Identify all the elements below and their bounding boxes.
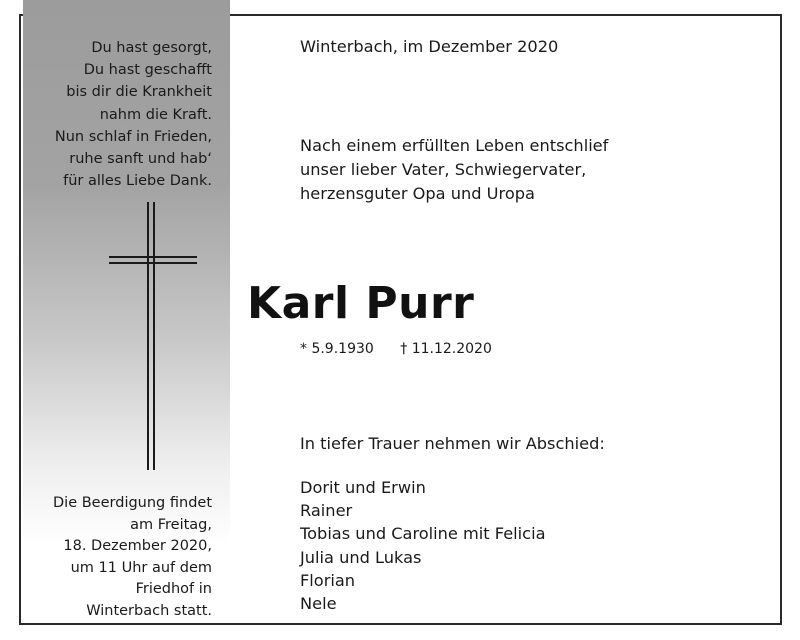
funeral-line: Friedhof in xyxy=(135,581,212,598)
place-date: Winterbach, im Dezember 2020 xyxy=(300,37,559,56)
intro-text xyxy=(300,134,608,206)
funeral-line: 18. Dezember 2020, xyxy=(63,538,212,555)
mourner: Tobias und Caroline mit Felicia xyxy=(300,524,546,544)
verse-line: nahm die Kraft. xyxy=(99,106,212,123)
verse-line: bis dir die Krankheit xyxy=(66,84,212,101)
funeral-line: Winterbach statt. xyxy=(86,602,212,619)
verse-line: für alles Liebe Dank. xyxy=(63,173,212,190)
death-date: † 11.12.2020 xyxy=(400,341,492,357)
verse-line: Du hast gesorgt, xyxy=(91,40,212,56)
verse-line: ruhe sanft und hab‘ xyxy=(69,151,212,168)
funeral-info xyxy=(12,493,212,623)
intro-line: Nach einem erfüllten Leben entschlief xyxy=(300,136,609,155)
mourner: Dorit und Erwin xyxy=(300,478,426,497)
birth-date: * 5.9.1930 xyxy=(300,341,374,357)
funeral-line: um 11 Uhr auf dem xyxy=(70,559,212,576)
intro-line: herzensguter Opa und Uropa xyxy=(300,184,535,203)
funeral-line: Die Beerdigung findet xyxy=(53,495,212,511)
cross-icon xyxy=(109,200,199,472)
mourner: Nele xyxy=(300,594,337,614)
verse-line: Nun schlaf in Frieden, xyxy=(54,128,212,145)
memorial-verse xyxy=(22,37,212,192)
funeral-line: am Freitag, xyxy=(130,516,212,533)
intro-line: unser lieber Vater, Schwiegervater, xyxy=(300,160,587,179)
mourner: Rainer xyxy=(300,501,353,521)
sidebar xyxy=(23,0,230,619)
deceased-name: Karl Purr xyxy=(247,278,475,329)
life-dates xyxy=(300,341,514,357)
farewell-line: In tiefer Trauer nehmen wir Abschied: xyxy=(300,434,605,453)
mourner: Florian xyxy=(300,570,356,590)
mourners-list xyxy=(300,476,546,615)
mourner: Julia und Lukas xyxy=(300,547,422,567)
verse-line: Du hast geschafft xyxy=(83,62,212,79)
